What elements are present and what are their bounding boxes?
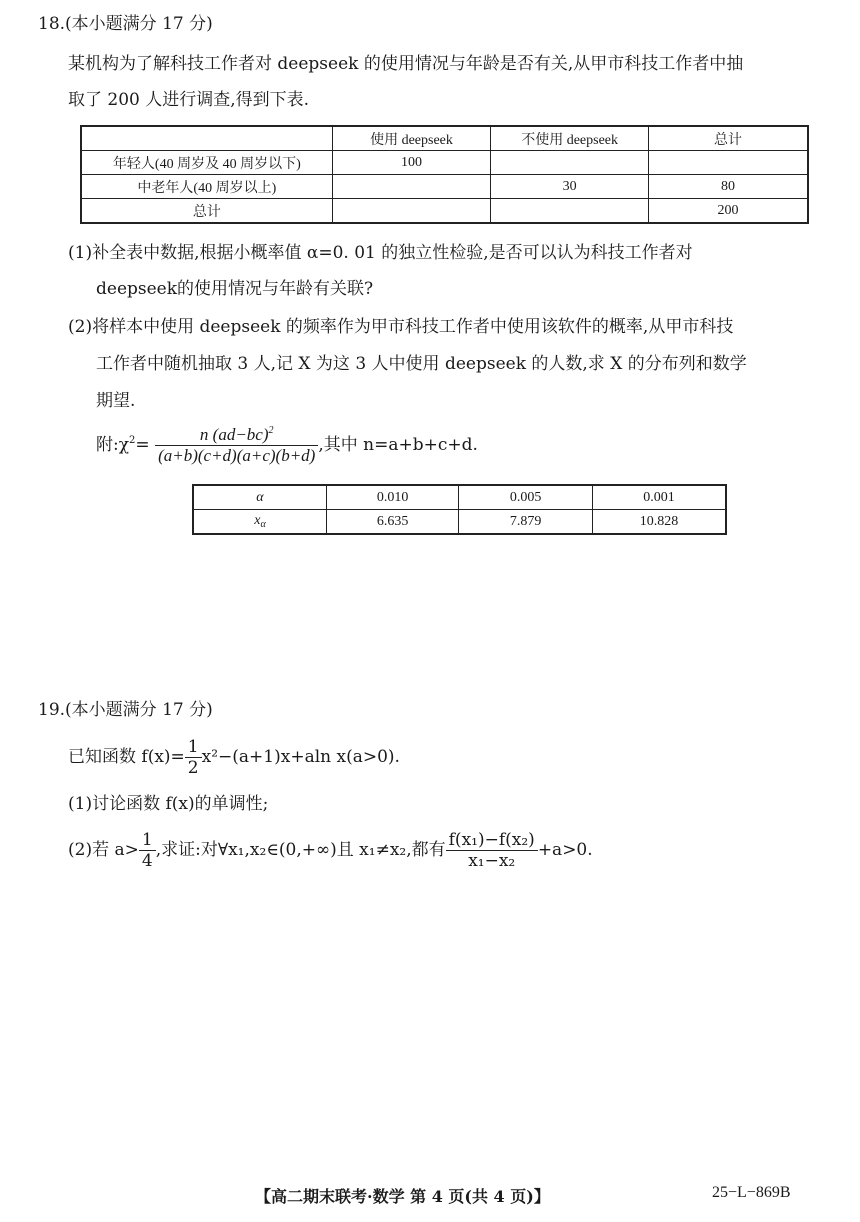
table-cell: 7.879	[459, 510, 593, 535]
table-row	[193, 510, 726, 535]
formula-sup: 2	[129, 435, 136, 446]
q18-part1-line2: deepseek的使用情况与年龄有关联?	[96, 279, 374, 299]
table-cell: 年轻人(40 周岁及 40 周岁以下)	[81, 151, 332, 175]
table-cell: 80	[648, 175, 808, 199]
part2-fraction	[139, 830, 156, 871]
part2-frac2-den: x₁−x₂	[446, 850, 538, 871]
table-row	[81, 175, 808, 199]
q19-header: 19.(本小题满分 17 分)	[38, 700, 213, 720]
table-row	[193, 485, 726, 510]
formula-suffix: ,其中 n=a+b+c+d.	[318, 435, 478, 455]
table-header-row	[81, 126, 808, 151]
q19-part1: (1)讨论函数 f(x)的单调性;	[68, 794, 269, 814]
part2-frac-den: 4	[139, 850, 156, 871]
table-cell: α	[193, 485, 326, 510]
table-cell: 总计	[648, 126, 808, 151]
table-cell: 0.001	[592, 485, 726, 510]
part2-mid: ,求证:对∀x₁,x₂∈(0,+∞)且 x₁≠x₂,都有	[155, 840, 446, 860]
table-cell: 0.010	[326, 485, 459, 510]
q18-intro-line1: 某机构为了解科技工作者对 deepseek 的使用情况与年龄是否有关,从甲市科技工作者中抽	[68, 54, 744, 74]
contingency-table	[80, 125, 809, 224]
x-alpha-sub: α	[260, 519, 266, 530]
given-prefix: 已知函数 f(x)=	[68, 747, 185, 767]
formula-denominator: (a+b)(c+d)(a+c)(b+d)	[155, 445, 318, 466]
formula-prefix: 附:χ	[96, 435, 130, 455]
table-cell	[193, 510, 326, 535]
table-cell: 6.635	[326, 510, 459, 535]
formula-numerator: n (ad−bc)	[199, 425, 269, 444]
footer-page-info: 【高二期末联考·数学 第 4 页(共 4 页)】	[255, 1187, 550, 1206]
table-cell	[81, 126, 332, 151]
table-cell: 0.005	[459, 485, 593, 510]
given-frac-den: 2	[185, 757, 202, 778]
chi-square-formula	[96, 425, 478, 466]
table-cell: 100	[332, 151, 491, 175]
q18-part2-line1: (2)将样本中使用 deepseek 的频率作为甲市科技工作者中使用该软件的概率,从甲市科技	[68, 317, 734, 337]
part2-fraction-2	[446, 830, 538, 871]
table-cell	[491, 151, 649, 175]
given-fraction	[185, 737, 202, 778]
q19-given	[68, 737, 400, 778]
critical-value-table	[192, 484, 727, 535]
formula-fraction	[155, 425, 318, 466]
given-suffix: x²−(a+1)x+aln x(a>0).	[201, 747, 400, 767]
x-alpha-label: x	[254, 513, 261, 528]
footer-code: 25−L−869B	[712, 1184, 791, 1201]
table-cell: 不使用 deepseek	[491, 126, 649, 151]
table-cell: 200	[648, 199, 808, 224]
formula-num-sup: 2	[268, 425, 274, 436]
q18-intro-line2: 取了 200 人进行调查,得到下表.	[68, 90, 310, 110]
part2-frac2-num: f(x₁)−f(x₂)	[448, 830, 535, 850]
table-cell	[491, 199, 649, 224]
q18-part2-line2: 工作者中随机抽取 3 人,记 X 为这 3 人中使用 deepseek 的人数,求 X 的分布列和数学	[96, 354, 747, 374]
q18-part2-line3: 期望.	[96, 391, 136, 411]
table-cell	[332, 175, 491, 199]
table-cell: 10.828	[592, 510, 726, 535]
table-cell: 30	[491, 175, 649, 199]
formula-eq: =	[135, 435, 150, 455]
part2-suffix: +a>0.	[537, 840, 593, 860]
table-row	[81, 199, 808, 224]
table-cell	[332, 199, 491, 224]
q19-part2	[68, 830, 593, 871]
given-frac-num: 1	[187, 737, 199, 757]
table-cell: 中老年人(40 周岁以上)	[81, 175, 332, 199]
table-cell	[648, 151, 808, 175]
q18-part1-line1: (1)补全表中数据,根据小概率值 α=0. 01 的独立性检验,是否可以认为科技工作者对	[68, 243, 693, 263]
part2-prefix: (2)若 a>	[68, 840, 139, 860]
table-cell: 使用 deepseek	[332, 126, 491, 151]
part2-frac-num: 1	[141, 830, 153, 850]
table-cell: 总计	[81, 199, 332, 224]
table-row	[81, 151, 808, 175]
q18-header: 18.(本小题满分 17 分)	[38, 14, 213, 34]
